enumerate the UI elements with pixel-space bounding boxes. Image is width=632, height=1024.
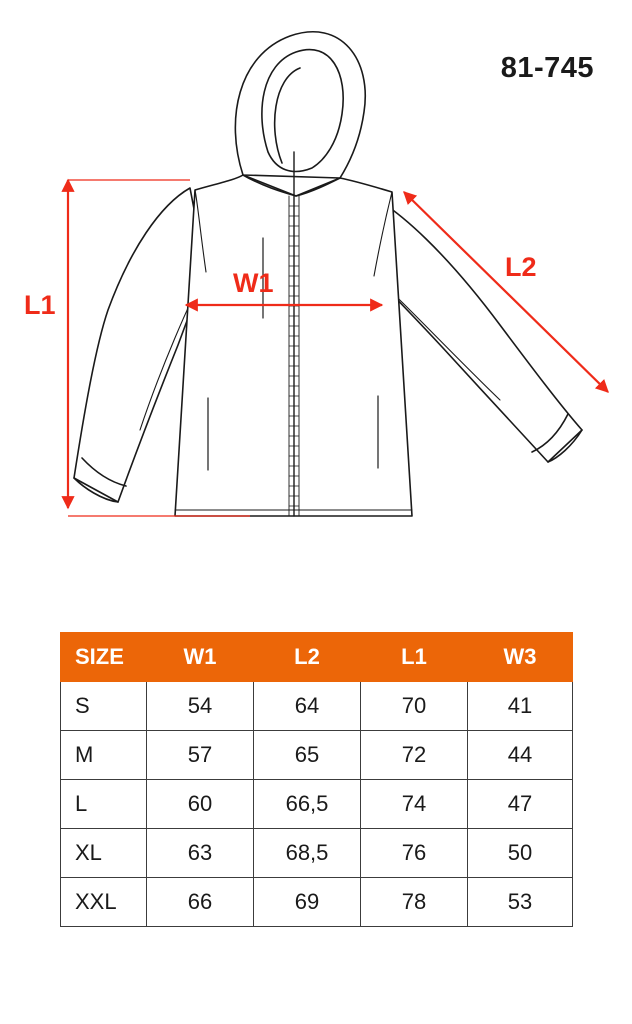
table-row: [61, 731, 573, 780]
cell-l1: 76: [361, 829, 468, 878]
cell-l2: 68,5: [254, 829, 361, 878]
table-header-w1: W1: [147, 633, 254, 682]
cell-l2: 65: [254, 731, 361, 780]
cell-w1: 57: [147, 731, 254, 780]
cell-l1: 70: [361, 682, 468, 731]
cell-w3: 50: [468, 829, 573, 878]
cell-l1: 74: [361, 780, 468, 829]
cell-l1: 72: [361, 731, 468, 780]
cell-size: M: [61, 731, 147, 780]
cell-l1: 78: [361, 878, 468, 927]
table-row: [61, 682, 573, 731]
cell-l2: 64: [254, 682, 361, 731]
cell-l2: 69: [254, 878, 361, 927]
cell-w1: 60: [147, 780, 254, 829]
table-header-size: SIZE: [61, 633, 147, 682]
cell-size: XL: [61, 829, 147, 878]
cell-w3: 41: [468, 682, 573, 731]
table-header-row: [61, 633, 573, 682]
table-header-w3: W3: [468, 633, 573, 682]
cell-w1: 63: [147, 829, 254, 878]
product-code: 81-745: [500, 52, 594, 84]
table-row: [61, 780, 573, 829]
cell-w1: 66: [147, 878, 254, 927]
dimension-label-W1: W1: [233, 268, 274, 298]
cell-size: XXL: [61, 878, 147, 927]
cell-size: S: [61, 682, 147, 731]
cell-w1: 54: [147, 682, 254, 731]
cell-w3: 53: [468, 878, 573, 927]
cell-w3: 44: [468, 731, 573, 780]
dimension-label-L2: L2: [505, 252, 537, 282]
table-row: [61, 878, 573, 927]
cell-w3: 47: [468, 780, 573, 829]
table-header-l2: L2: [254, 633, 361, 682]
cell-l2: 66,5: [254, 780, 361, 829]
dimension-label-L1: L1: [24, 290, 56, 320]
table-header-l1: L1: [361, 633, 468, 682]
cell-size: L: [61, 780, 147, 829]
size-table: [60, 632, 573, 927]
table-row: [61, 829, 573, 878]
